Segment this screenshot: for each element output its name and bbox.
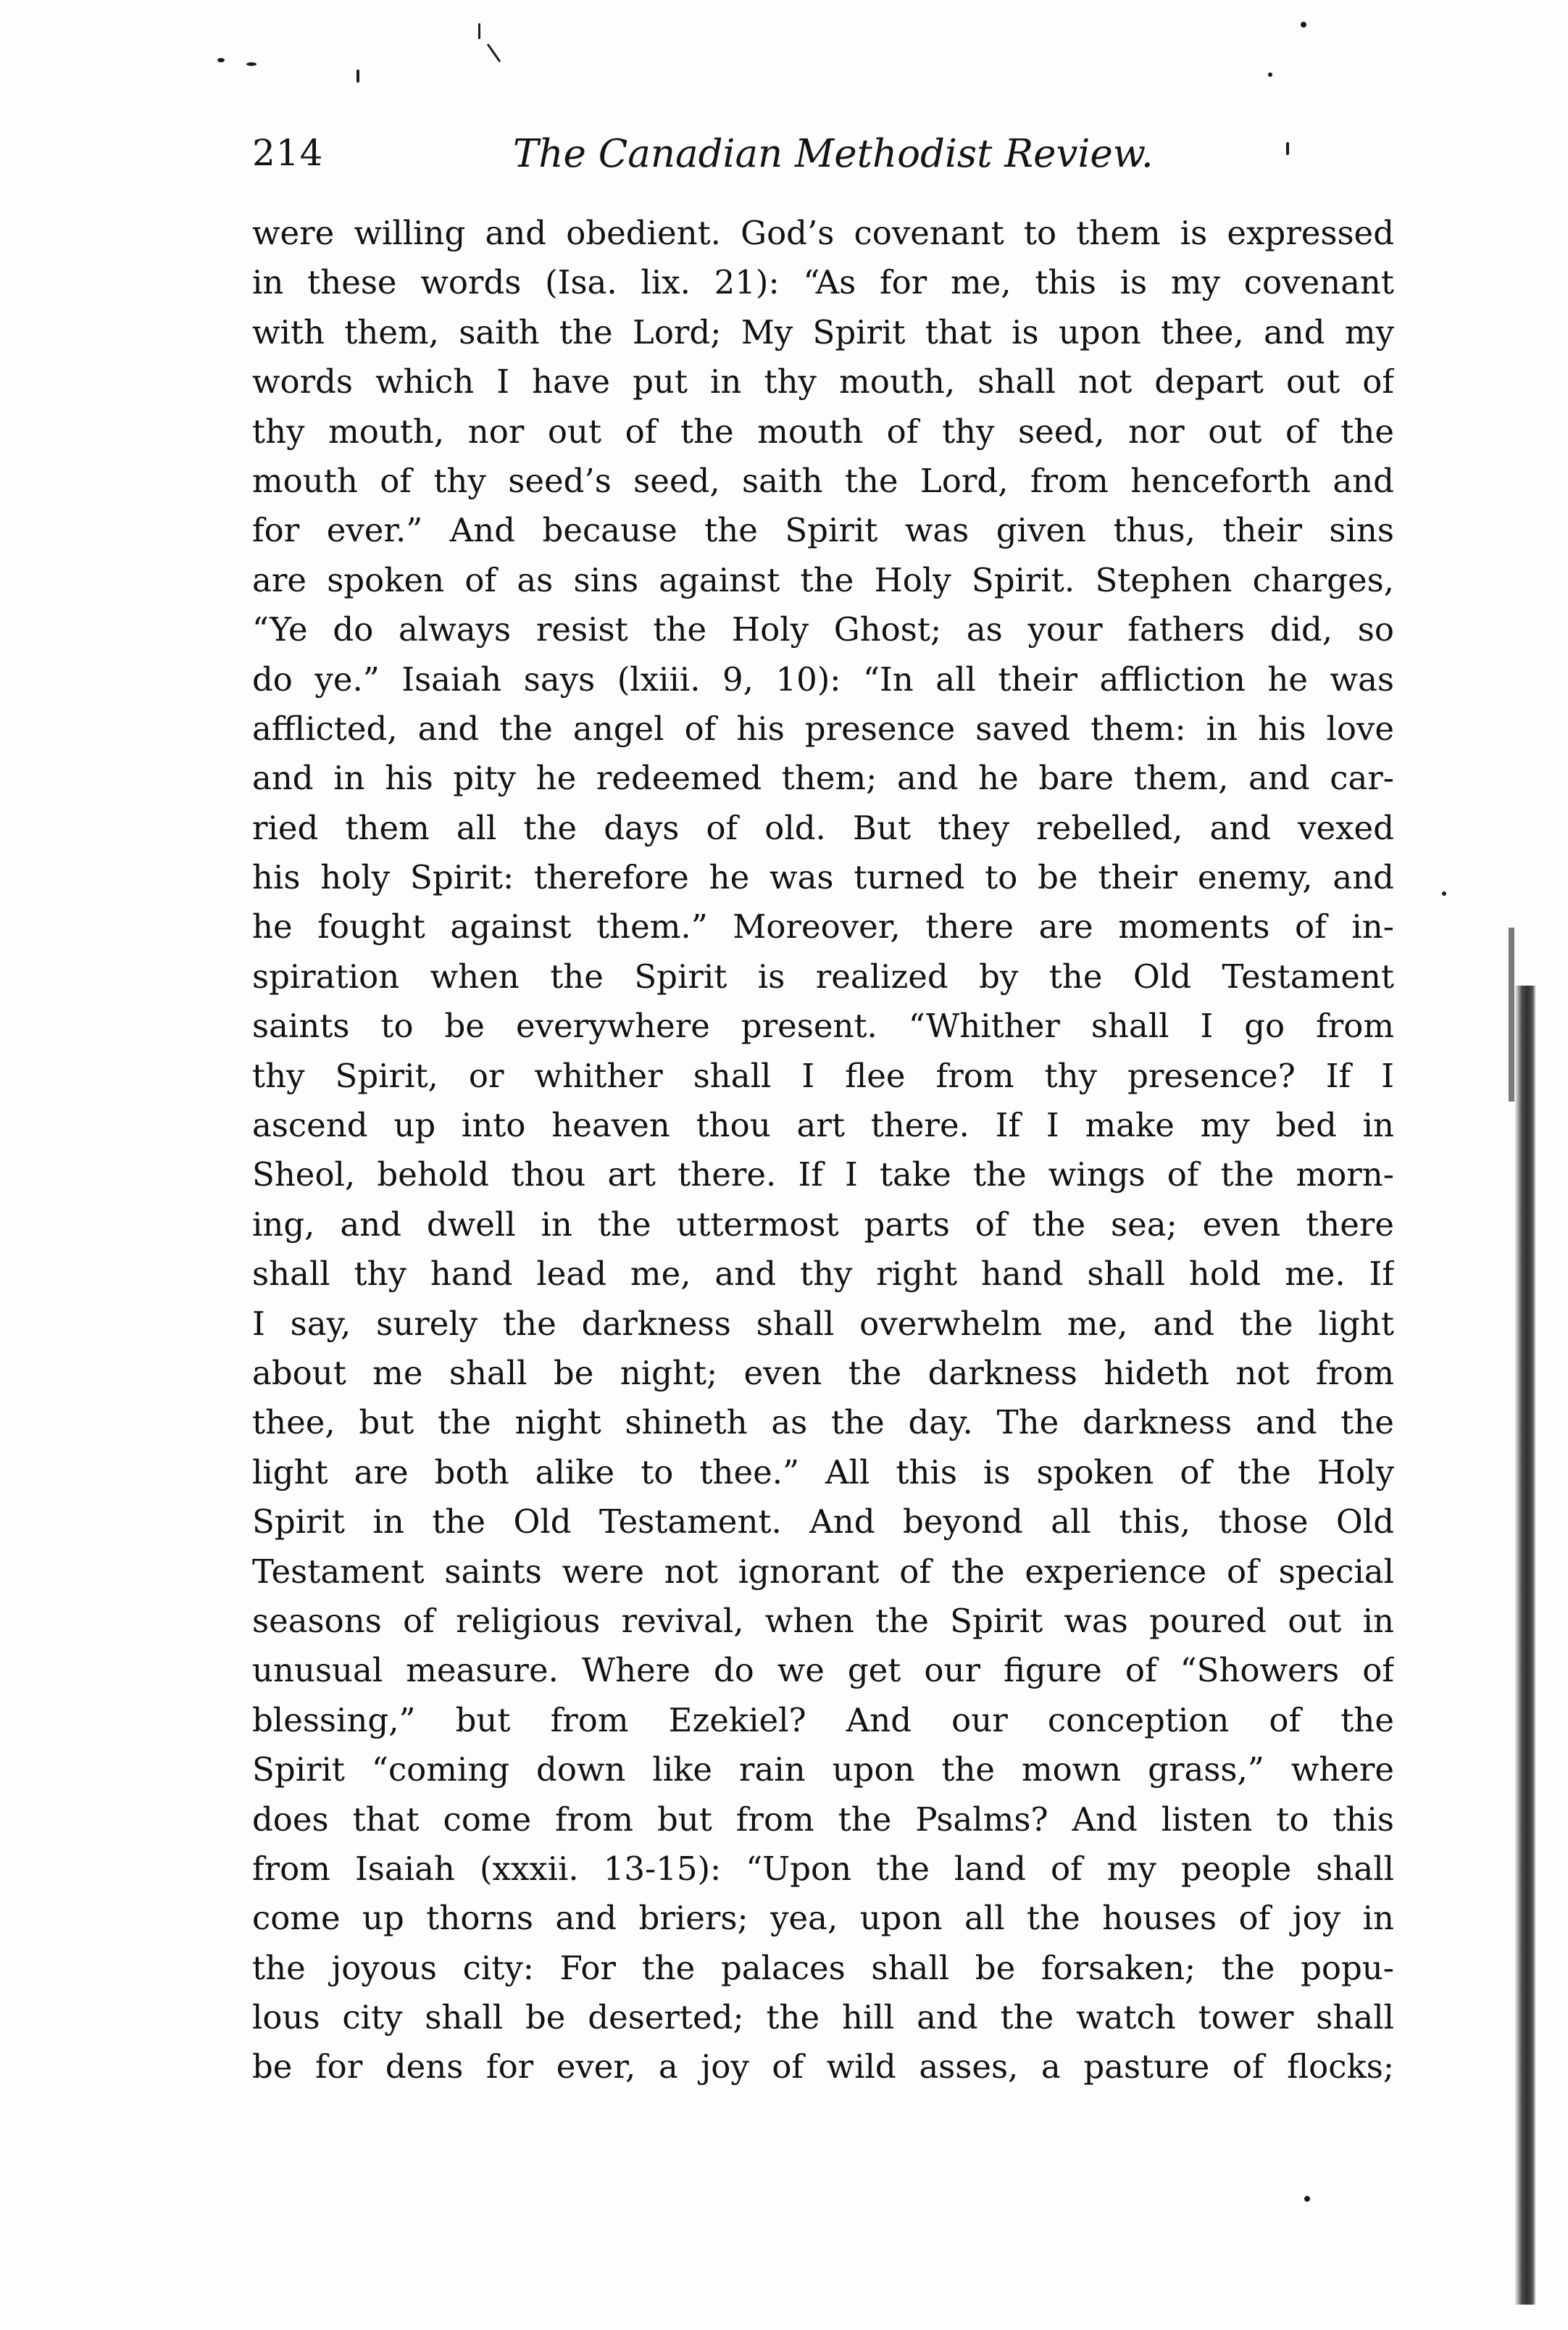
text-line: Spirit in the Old Testament. And beyond all this, those Old — [252, 1502, 1394, 1541]
text-line: do ye.” Isaiah says (lxiii. 9, 10): “In all their affliction he was — [252, 660, 1394, 699]
text-line: about me shall be night; even the darkness hideth not from — [252, 1353, 1394, 1392]
text-line: thee, but the night shineth as the day. The darkness and the — [252, 1403, 1394, 1442]
scan-speck — [1304, 2196, 1310, 2202]
text-line: ried them all the days of old. But they rebelled, and vexed — [252, 808, 1394, 847]
scan-speck — [1268, 72, 1272, 77]
text-line: “Ye do always resist the Holy Ghost; as your fathers did, so — [252, 610, 1394, 649]
scan-speck — [478, 23, 480, 39]
text-line: I say, surely the darkness shall overwhelm me, and the light — [252, 1304, 1394, 1343]
text-line: thy Spirit, or whither shall I flee from thy presence? If I — [252, 1056, 1394, 1095]
text-line: come up thorns and briers; yea, upon all the houses of joy in — [252, 1899, 1394, 1938]
text-line: were willing and obedient. God’s covenant to them is expressed — [252, 214, 1394, 252]
scan-speck — [356, 70, 359, 83]
text-line: blessing,” but from Ezekiel? And our conception of the — [252, 1700, 1394, 1739]
text-line: light are both alike to thee.” All this is spoken of the Holy — [252, 1452, 1394, 1491]
scan-binding-shadow — [1509, 928, 1514, 1102]
text-line: Testament saints were not ignorant of the experience of special — [252, 1552, 1394, 1591]
text-line: his holy Spirit: therefore he was turned to be their enemy, and — [252, 858, 1394, 897]
text-line: saints to be everywhere present. “Whither shall I go from — [252, 1007, 1394, 1046]
scan-speck — [487, 43, 501, 62]
scan-speck — [1301, 22, 1306, 28]
scan-speck — [246, 62, 257, 66]
text-line: words which I have put in thy mouth, shall not depart out of — [252, 362, 1394, 401]
text-line: Spirit “coming down like rain upon the mown grass,” where — [252, 1750, 1394, 1789]
text-line: the joyous city: For the palaces shall be forsaken; the popu- — [252, 1948, 1394, 1987]
text-line: ing, and dwell in the uttermost parts of the sea; even there — [252, 1204, 1394, 1244]
text-line: Sheol, behold thou art there. If I take the wings of the morn- — [252, 1155, 1394, 1194]
text-line: with them, saith the Lord; My Spirit that is upon thee, and my — [252, 312, 1394, 351]
text-line: unusual measure. Where do we get our figure of “Showers of — [252, 1651, 1394, 1690]
text-line: spiration when the Spirit is realized by the Old Testament — [252, 957, 1394, 996]
text-line: lous city shall be deserted; the hill and the watch tower shall — [252, 1998, 1394, 2037]
text-line: for ever.” And because the Spirit was given thus, their sins — [252, 511, 1394, 550]
text-line: seasons of religious revival, when the Spirit was poured out in — [252, 1601, 1394, 1640]
text-line: mouth of thy seed’s seed, saith the Lord, from henceforth and — [252, 461, 1394, 500]
page-number: 214 — [252, 132, 324, 174]
text-line: shall thy hand lead me, and thy right hand shall hold me. If — [252, 1255, 1394, 1294]
scan-speck — [217, 58, 225, 62]
text-line: he fought against them.” Moreover, there are moments of in- — [252, 907, 1394, 946]
scan-binding-edge — [1514, 986, 1536, 2305]
text-line: from Isaiah (xxxii. 13-15): “Upon the land of my people shall — [252, 1849, 1394, 1888]
scan-speck — [1442, 891, 1446, 896]
page-header — [252, 132, 1404, 190]
text-line: thy mouth, nor out of the mouth of thy seed, nor out of the — [252, 412, 1394, 451]
text-line: are spoken of as sins against the Holy Spirit. Stephen charges, — [252, 560, 1394, 599]
text-line: and in his pity he redeemed them; and he bare them, and car- — [252, 759, 1394, 798]
text-line: does that come from but from the Psalms? And listen to this — [252, 1799, 1394, 1839]
text-line: be for dens for ever, a joy of wild asses, a pasture of flocks; — [252, 2047, 1394, 2086]
text-line: ascend up into heaven thou art there. If I make my bed in — [252, 1106, 1394, 1145]
body-text — [252, 209, 1394, 2092]
running-title: The Canadian Methodist Review. — [513, 132, 1154, 176]
text-line: afflicted, and the angel of his presence saved them: in his love — [252, 709, 1394, 748]
text-line: in these words (Isa. lix. 21): “As for me, this is my covenant — [252, 263, 1394, 302]
